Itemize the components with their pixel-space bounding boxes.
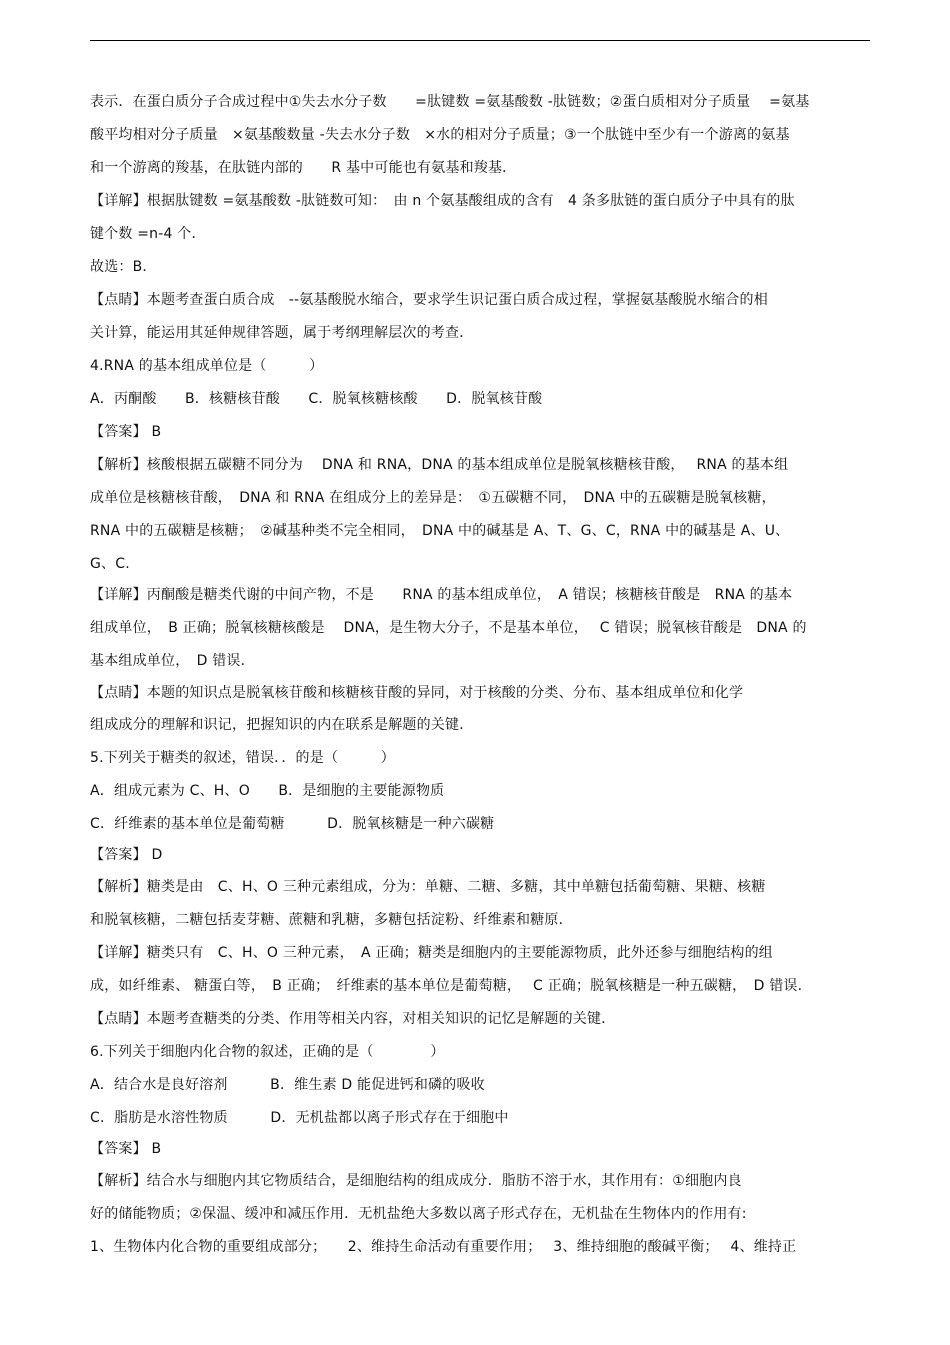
text-line: 基本组成单位， D 错误．: [90, 653, 255, 669]
answer-label: 【答案】 B: [90, 424, 162, 440]
question-5-options: C．纤维素的基本单位是葡萄糖 D．脱氧核糖是一种六碳糖: [90, 816, 495, 832]
header-rule: [90, 40, 870, 41]
question-6-options: C．脂肪是水溶性物质 D．无机盐都以离子形式存在于细胞中: [90, 1110, 509, 1126]
text-line: 成，如纤维素、 糖蛋白等， B 正确； 纤维素的基本单位是葡萄糖， C 正确；脱氧核糖是一种五碳糖， D 错误．: [90, 978, 812, 994]
text-line: 酸平均相对分子质量 ×氨基酸数量 -失去水分子数 ×水的相对分子质量；③一个肽链中至少有一个游离的氨基: [90, 127, 790, 143]
text-line: 组成成分的理解和识记，把握知识的内在联系是解题的关键．: [90, 717, 474, 733]
text-line: 【详解】根据肽键数 =氨基酸数 -肽链数可知： 由 n 个氨基酸组成的含有 4 条多肽链的蛋白质分子中具有的肽: [90, 193, 795, 209]
text-line: 表示．在蛋白质分子合成过程中①失去水分子数 =肽键数 =氨基酸数 -肽链数；②蛋白质相对分子质量 =氨基: [90, 94, 810, 110]
question-4-options: A．丙酮酸 B．核糖核苷酸 C．脱氧核糖核酸 D．脱氧核苷酸: [90, 391, 543, 407]
text-line: 【详解】丙酮酸是糖类代谢的中间产物，不是 RNA 的基本组成单位， A 错误；核糖核苷酸是 RNA 的基本: [90, 587, 793, 603]
text-line: 成单位是核糖核苷酸， DNA 和 RNA 在组成分上的差异是： ①五碳糖不同， DNA 中的五碳糖是脱氧核糖，: [90, 490, 776, 506]
text-line: 故选：B．: [90, 259, 157, 275]
text-line: 组成单位， B 正确；脱氧核糖核酸是 DNA，是生物大分子，不是基本单位， C 错误；脱氧核苷酸是 DNA 的: [90, 620, 807, 636]
question-5-options: A．组成元素为 C、H、O B．是细胞的主要能源物质: [90, 783, 445, 799]
question-6-stem: 6.下列关于细胞内化合物的叙述，正确的是（ ）: [90, 1044, 445, 1060]
question-4-stem: 4.RNA 的基本组成单位是（ ）: [90, 358, 324, 374]
text-line: 【解析】核酸根据五碳糖不同分为 DNA 和 RNA，DNA 的基本组成单位是脱氧核糖核苷酸， RNA 的基本组: [90, 457, 789, 473]
text-line: G、C.: [90, 556, 130, 572]
text-line: 好的储能物质；②保温、缓冲和减压作用．无机盐绝大多数以离子形式存在，无机盐在生物体内的作用有:: [90, 1206, 747, 1222]
text-line: 【解析】结合水与细胞内其它物质结合，是细胞结构的组成成分．脂肪不溶于水，其作用有：①细胞内良: [90, 1173, 742, 1189]
text-line: 和脱氧核糖，二糖包括麦芽糖、蔗糖和乳糖，多糖包括淀粉、纤维素和糖原．: [90, 912, 573, 928]
text-line: 【点睛】本题考查蛋白质合成 --氨基酸脱水缩合，要求学生识记蛋白质合成过程，掌握氨基酸脱水缩合的相: [90, 292, 768, 308]
text-line: 和一个游离的羧基，在肽链内部的 R 基中可能也有氨基和羧基．: [90, 160, 517, 176]
text-line: 关计算，能运用其延伸规律答题，属于考纲理解层次的考查．: [90, 325, 474, 341]
answer-label: 【答案】 B: [90, 1141, 162, 1157]
question-5-stem: 5.下列关于糖类的叙述，错误．．的是（ ）: [90, 750, 395, 766]
answer-label: 【答案】 D: [90, 847, 163, 863]
text-line: RNA 中的五碳糖是核糖； ②碱基种类不完全相同， DNA 中的碱基是 A、T、G、C，RNA 中的碱基是 A、U、: [90, 523, 790, 539]
question-6-options: A．结合水是良好溶剂 B．维生素 D 能促进钙和磷的吸收: [90, 1077, 485, 1093]
text-line: 键个数 =n-4 个．: [90, 226, 206, 242]
text-line: 【解析】糖类是由 C、H、O 三种元素组成，分为：单糖、二糖、多糖，其中单糖包括葡萄糖、果糖、核糖: [90, 879, 766, 895]
text-line: 【点睛】本题的知识点是脱氧核苷酸和核糖核苷酸的异同，对于核酸的分类、分布、基本组成单位和化学: [90, 685, 744, 701]
text-line: 【详解】糖类只有 C、H、O 三种元素， A 正确；糖类是细胞内的主要能源物质，此外还参与细胞结构的组: [90, 945, 773, 961]
text-line: 1、生物体内化合物的重要组成部分； 2、维持生命活动有重要作用； 3、维持细胞的酸碱平衡； 4、维持正: [90, 1239, 797, 1255]
text-line: 【点睛】本题考查糖类的分类、作用等相关内容，对相关知识的记忆是解题的关键．: [90, 1011, 616, 1027]
